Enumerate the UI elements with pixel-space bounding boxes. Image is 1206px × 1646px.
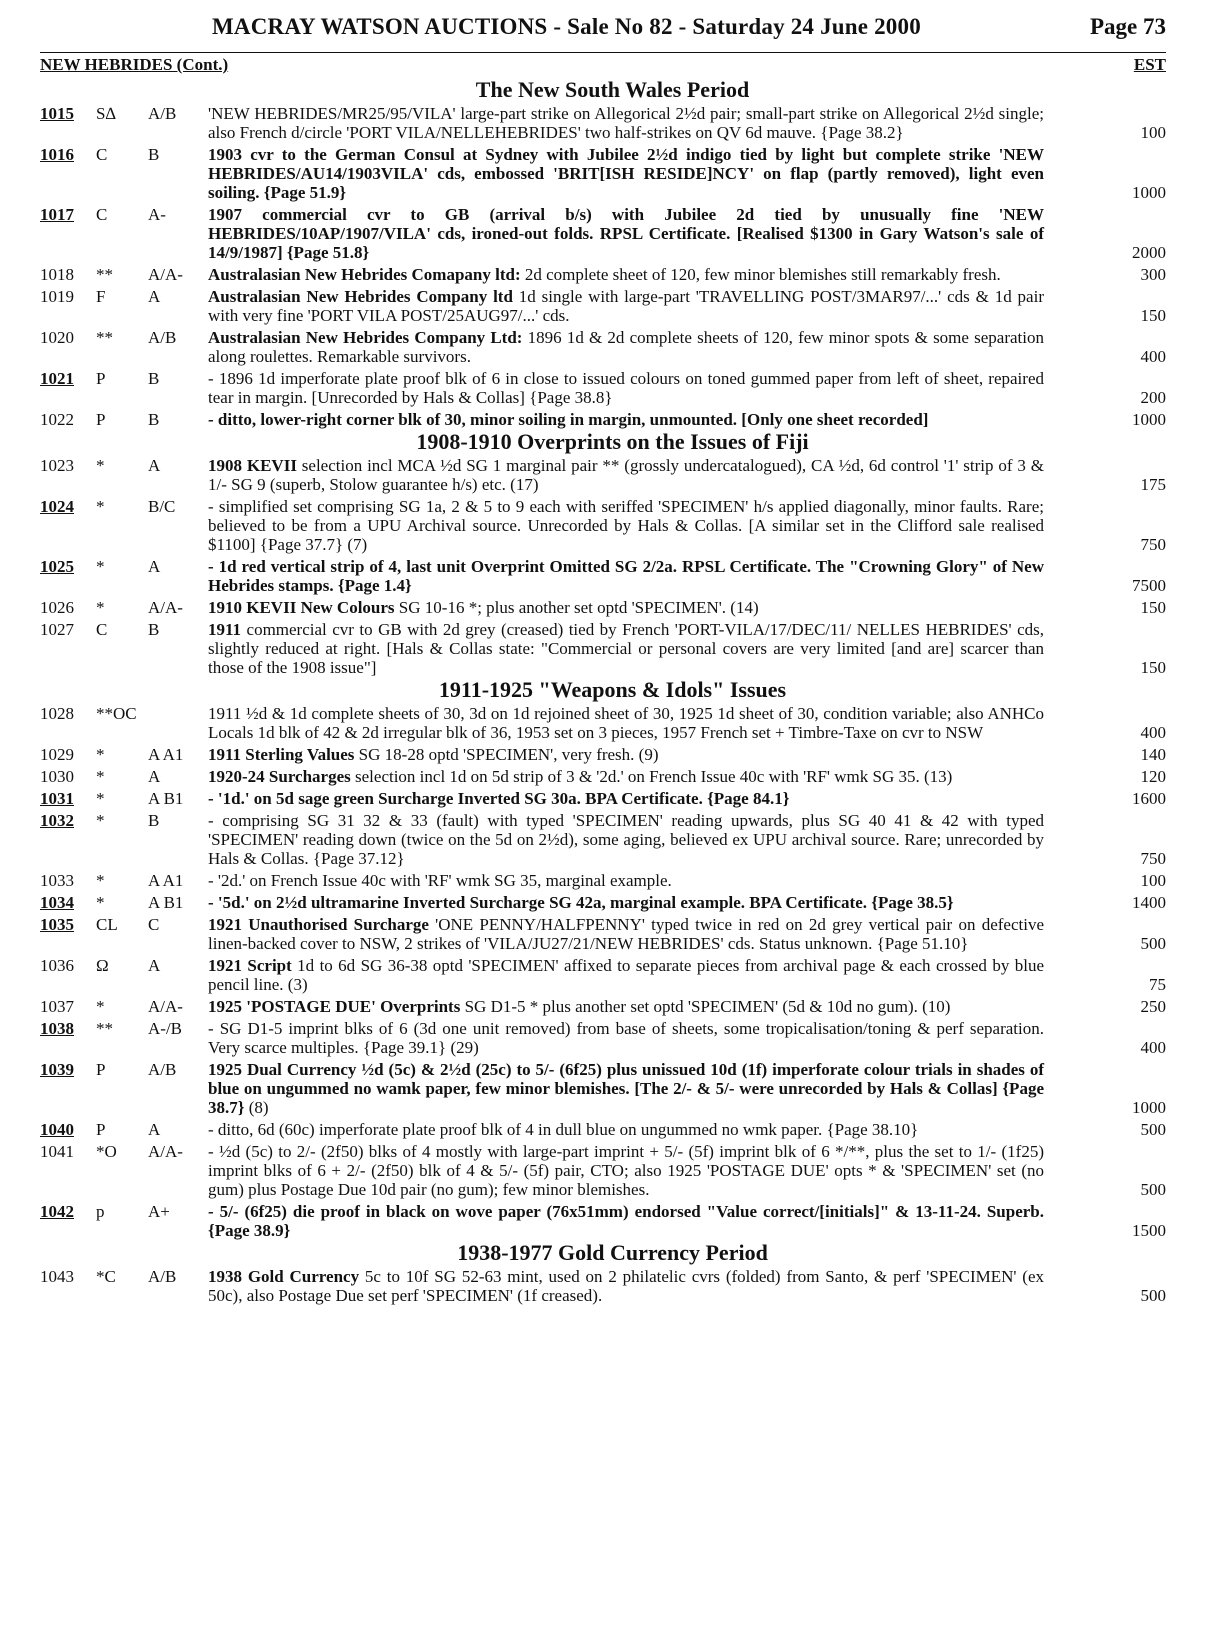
lot-estimate: 250 [1140,997,1166,1016]
lot-number: 1027 [40,620,74,639]
lot-grade: A/A- [148,265,183,284]
lot-number: 1020 [40,328,74,347]
lot-estimate: 100 [1140,871,1166,890]
lot-grade: A/A- [148,1142,183,1161]
lot-lead-text: 1908 KEVII [208,456,297,475]
lot-condition: * [96,745,105,764]
lot-number: 1041 [40,1142,74,1161]
lot-row [40,767,1166,786]
lot-description [208,104,1044,142]
lot-detail-text: (8) [244,1098,269,1117]
lot-estimate: 1500 [1132,1221,1166,1240]
lot-condition: S∆ [96,104,116,123]
lot-detail-text: - SG D1-5 imprint blks of 6 (3d one unit removed) from base of sheets, some tropicalisation/toning & perf separation. Very scarce multiples. {Page 39.1} (29) [208,1019,1044,1057]
lot-detail-text: - comprising SG 31 32 & 33 (fault) with typed 'SPECIMEN' reading upwards, plus SG 40 41 & 42 with typed 'SPECIMEN' reading down (twice on the 5d on 2½d), some aging, believed ex UPU archival source. Rare; unrecorded by Hals & Collas. {Page 37.12} [208,811,1044,868]
lot-estimate: 100 [1140,123,1166,142]
lot-detail-text: 2d complete sheet of 120, few minor blemishes still remarkably fresh. [520,265,1001,284]
lot-estimate: 150 [1140,598,1166,617]
lot-grade: A+ [148,1202,170,1221]
lot-detail-text: - '2d.' on French Issue 40c with 'RF' wmk SG 35, marginal example. [208,871,672,890]
lot-estimate: 1000 [1132,410,1166,429]
catalogue-page [40,14,1166,1305]
lot-number: 1018 [40,265,74,284]
lot-condition: C [96,145,108,164]
lot-estimate: 140 [1140,745,1166,764]
lot-description [208,620,1044,677]
lot-lead-text: 1903 cvr to the German Consul at Sydney with Jubilee 2½d indigo tied by light but complete strike 'NEW HEBRIDES/AU14/1903VILA' cds, embossed 'BRIT[ISH RESIDE]NCY' on flap (partly removed), light even soiling. {Page 51.9} [208,145,1044,202]
lot-lead-text: - 5/- (6f25) die proof in black on wove paper (76x51mm) endorsed "Value correct/[initials]" & 13-11-24. Superb. {Page 38.9} [208,1202,1044,1240]
lot-estimate: 7500 [1132,576,1166,595]
lot-condition: p [96,1202,105,1221]
lot-grade: A A1 [148,745,184,764]
lot-detail-text: - simplified set comprising SG 1a, 2 & 5 to 9 each with seriffed 'SPECIMEN' h/s applied diagonally, minor faults. Rare; believed to be from a UPU Archival source. Unrecorded by Hals & Collas. [A similar set in the Clifford sale realised $1100] {Page 37.7} (7) [208,497,1044,554]
lot-grade: A A1 [148,871,184,890]
lot-listing [40,79,1166,1305]
lot-number: 1026 [40,598,74,617]
lot-condition: ** [96,328,113,347]
lot-grade: A/B [148,104,177,123]
lot-detail-text: 1d single with large-part 'TRAVELLING POST/3MAR97/...' cds & 1d pair with very fine 'PORT VILA POST/25AUG97/...' cds. [208,287,1044,325]
lot-description [208,1202,1044,1240]
lot-row [40,1202,1166,1240]
lot-row [40,328,1166,366]
section-heading: 1938-1977 Gold Currency Period [457,1240,768,1265]
lot-condition: * [96,811,105,830]
lot-number[interactable]: 1039 [40,1060,74,1079]
lot-row [40,287,1166,325]
lot-number[interactable]: 1034 [40,893,74,912]
lot-grade: A [148,956,161,975]
lot-condition: * [96,557,105,576]
lot-condition: P [96,369,106,388]
lot-description [208,811,1044,868]
lot-condition: * [96,997,105,1016]
lot-condition: CL [96,915,118,934]
lot-detail-text: selection incl 1d on 5d strip of 3 & '2d.' on French Issue 40c with 'RF' wmk SG 35. (13) [350,767,953,786]
lot-description [208,915,1044,953]
lot-number[interactable]: 1035 [40,915,74,934]
lot-lead-text: 1938 Gold Currency [208,1267,360,1286]
lot-condition: ** [96,1019,113,1038]
lot-lead-text: Australasian New Hebrides Company Ltd: [208,328,523,347]
lot-grade: B/C [148,497,176,516]
lot-number[interactable]: 1016 [40,145,74,164]
lot-condition: * [96,456,105,475]
lot-estimate: 750 [1140,535,1166,554]
lot-row [40,915,1166,953]
lot-row [40,871,1166,890]
lot-lead-text: - ditto, lower-right corner blk of 30, minor soiling in margin, unmounted. [Only one sheet recorded] [208,410,929,429]
lot-estimate: 1000 [1132,1098,1166,1117]
lot-grade: A [148,1120,161,1139]
lot-condition: P [96,1120,106,1139]
lot-grade: A/A- [148,598,183,617]
lot-description [208,456,1044,494]
lot-grade: B [148,620,160,639]
lot-description [208,1019,1044,1057]
lot-description [208,767,1044,786]
lot-grade: A/B [148,1060,177,1079]
lot-estimate: 1400 [1132,893,1166,912]
lot-estimate: 175 [1140,475,1166,494]
lot-estimate: 300 [1140,265,1166,284]
lot-number: 1036 [40,956,74,975]
lot-estimate: 1600 [1132,789,1166,808]
lot-grade: B [148,811,160,830]
lot-description [208,997,1044,1016]
lot-lead-text: 1925 'POSTAGE DUE' Overprints [208,997,461,1016]
lot-grade: A/B [148,1267,177,1286]
lot-condition: * [96,497,105,516]
lot-lead-text: Australasian New Hebrides Comapany ltd: [208,265,521,284]
lot-number: 1030 [40,767,74,786]
lot-number: 1022 [40,410,74,429]
lot-lead-text: 1910 KEVII New Colours [208,598,395,617]
lot-description [208,557,1044,595]
lot-row [40,1060,1166,1117]
lot-row [40,789,1166,808]
lot-condition: P [96,410,106,429]
lot-lead-text: Australasian New Hebrides Company ltd [208,287,513,306]
lot-description [208,205,1044,262]
lot-grade: A [148,456,161,475]
lot-row [40,745,1166,764]
lot-description [208,789,1044,808]
lot-description [208,328,1044,366]
lot-detail-text: - 1896 1d imperforate plate proof blk of 6 in close to issued colours on toned gummed paper from left of sheet, repaired tear in margin. [Unrecorded by Hals & Collas] {Page 38.8} [208,369,1044,407]
lot-description [208,1060,1044,1117]
lot-detail-text: - ½d (5c) to 2/- (2f50) blks of 4 mostly with large-part imprint + 5/- (5f) imprint blk of 6 */**, plus the set to 1/- (1f25) imprint blks of 6 + 2/- (2f50) blk of 4 & 5/- (5f) pair, CTO; also 1925 'POSTAGE DUE' opts * & 'SPECIMEN' set (no gum) plus Postage Due 10d pair (no gum); few minor blemishes. [208,1142,1044,1199]
lot-description [208,1120,1044,1139]
lot-condition: * [96,789,105,808]
lot-number[interactable]: 1031 [40,789,74,808]
lot-description [208,1267,1044,1305]
lot-grade: A [148,557,161,576]
lot-grade: C [148,915,160,934]
lot-grade [148,704,208,742]
lot-row [40,369,1166,407]
lot-row [40,410,1166,429]
lot-condition: * [96,871,105,890]
lot-estimate: 500 [1140,934,1166,953]
lot-estimate: 150 [1140,658,1166,677]
lot-description [208,1142,1044,1199]
section-heading: 1908-1910 Overprints on the Issues of Fiji [416,429,809,454]
lot-detail-text: 'NEW HEBRIDES/MR25/95/VILA' large-part strike on Allegorical 2½d pair; small-part strike on Allegorical 2½d single; also French d/circle 'PORT VILA/NELLEHEBRIDES' two half-strikes on QV 6d mauve. {Page 38.2} [208,104,1044,142]
lot-description [208,145,1044,202]
lot-description [208,704,1044,742]
lot-number[interactable]: 1017 [40,205,74,224]
lot-detail-text: SG 18-28 optd 'SPECIMEN', very fresh. (9) [354,745,659,764]
lot-lead-text: 1920-24 Surcharges [208,767,351,786]
lot-number: 1028 [40,704,74,723]
lot-condition: P [96,1060,106,1079]
lot-row [40,1120,1166,1139]
lot-lead-text: 1925 Dual Currency ½d (5c) & 2½d (25c) to 5/- (6f25) plus unissued 10d (1f) imperforate colour trials in shades of blue on ungummed no wamk paper, few minor blemishes. [The 2/- & 5/- were unrecorded by Hals & Collas] {Page 38.7} [208,1060,1044,1117]
lot-lead-text: 1921 Script [208,956,292,975]
lot-detail-text: 1d to 6d SG 36-38 optd 'SPECIMEN' affixed to separate pieces from archival page & each crossed by blue pencil line. (3) [208,956,1044,994]
lot-description [208,265,1044,284]
lot-number[interactable]: 1032 [40,811,74,830]
lot-row [40,104,1166,142]
lot-condition: *C [96,1267,116,1286]
lot-condition: F [96,287,106,306]
lot-number: 1043 [40,1267,74,1286]
lot-number[interactable]: 1040 [40,1120,74,1139]
lot-condition: * [96,767,105,786]
lot-grade: A-/B [148,1019,182,1038]
lot-row [40,956,1166,994]
estimate-column-label: EST [1133,55,1166,74]
lot-row [40,1267,1166,1305]
lot-description [208,598,1044,617]
lot-condition: **OC [96,704,137,723]
lot-grade: B [148,145,160,164]
lot-description [208,893,1044,912]
lot-number: 1029 [40,745,74,764]
lot-estimate: 750 [1140,849,1166,868]
lot-lead-text: 1911 Sterling Values [208,745,355,764]
page-title: MACRAY WATSON AUCTIONS - Sale No 82 - Saturday 24 June 2000 [212,14,921,39]
lot-description [208,497,1044,554]
lot-description [208,410,1044,429]
lot-row [40,811,1166,868]
lot-condition: C [96,205,108,224]
lot-number[interactable]: 1021 [40,369,74,388]
lot-row [40,1142,1166,1199]
lot-grade: B [148,410,160,429]
lot-number: 1037 [40,997,74,1016]
lot-grade: A/A- [148,997,183,1016]
lot-lead-text: 1921 Unauthorised Surcharge [208,915,429,934]
section-header [40,52,1166,77]
lot-row [40,145,1166,202]
lot-description [208,871,1044,890]
lot-condition: *O [96,1142,117,1161]
lot-grade: A B1 [148,893,184,912]
lot-description [208,956,1044,994]
lot-description [208,369,1044,407]
lot-detail-text: SG 10-16 *; plus another set optd 'SPECIMEN'. (14) [394,598,759,617]
lot-estimate: 1000 [1132,183,1166,202]
lot-detail-text: selection incl MCA ½d SG 1 marginal pair ** (grossly undercatalogued), CA ½d, 6d control '1' strip of 3 & 1/- SG 9 (superb, Stolow guarantee h/s) etc. (17) [208,456,1044,494]
section-heading: The New South Wales Period [475,77,750,102]
lot-condition: ** [96,265,113,284]
lot-grade: A/B [148,328,177,347]
lot-row [40,997,1166,1016]
lot-estimate: 200 [1140,388,1166,407]
lot-description [208,745,1044,764]
lot-row [40,205,1166,262]
page-number: Page 73 [1089,14,1166,39]
lot-estimate: 75 [1149,975,1166,994]
lot-detail-text: SG D1-5 * plus another set optd 'SPECIMEN' (5d & 10d no gum). (10) [460,997,951,1016]
lot-lead-text: 1911 [208,620,242,639]
lot-number[interactable]: 1042 [40,1202,74,1221]
lot-detail-text: - ditto, 6d (60c) imperforate plate proof blk of 4 in dull blue on ungummed no wmk paper. {Page 38.10} [208,1120,919,1139]
lot-row [40,456,1166,494]
lot-grade: A [148,287,161,306]
lot-number[interactable]: 1025 [40,557,74,576]
lot-condition: * [96,893,105,912]
lot-grade: B [148,369,160,388]
lot-estimate: 120 [1140,767,1166,786]
lot-number: 1019 [40,287,74,306]
lot-row [40,704,1166,742]
lot-row [40,1019,1166,1057]
lot-row [40,598,1166,617]
lot-estimate: 400 [1140,347,1166,366]
lot-grade: A [148,767,161,786]
lot-detail-text: commercial cvr to GB with 2d grey (creased) tied by French 'PORT-VILA/17/DEC/11/ NELLES HEBRIDES' cds, slightly reduced at right. [Hals & Collas state: "Commercial or personal covers are very limited [and are] scarcer than those of the 1908 issue"] [208,620,1044,677]
lot-condition: Ω [96,956,109,975]
lot-row [40,893,1166,912]
lot-detail-text: 1896 1d & 2d complete sheets of 120, few minor spots & some separation along roulettes. Remarkable survivors. [208,328,1044,366]
lot-grade: A B1 [148,789,184,808]
lot-estimate: 2000 [1132,243,1166,262]
lot-detail-text: 1911 ½d & 1d complete sheets of 30, 3d on 1d rejoined sheet of 30, 1925 1d sheet of 30, condition variable; also ANHCo Locals 1d blk of 42 & 2d irregular blk of 36, 1953 set on 3 pieces, 1957 French set + Timbre-Taxe on cvr to NSW [208,704,1044,742]
lot-lead-text: 1907 commercial cvr to GB (arrival b/s) with Jubilee 2d tied by unusually fine 'NEW HEBRIDES/10AP/1907/VILA' cds, ironed-out folds. RPSL Certificate. [Realised $1300 in Gary Watson's sale of 14/9/1987] {Page 51.8} [208,205,1044,262]
lot-description [208,287,1044,325]
lot-estimate: 500 [1140,1286,1166,1305]
lot-row [40,620,1166,677]
lot-estimate: 500 [1140,1180,1166,1199]
lot-detail-text: 5c to 10f SG 52-63 mint, used on 2 philatelic cvrs (folded) from Santo, & perf 'SPECIMEN' (ex 50c), also Postage Due set perf 'SPECIMEN' (1f creased). [208,1267,1044,1305]
lot-grade: A- [148,205,166,224]
lot-number[interactable]: 1038 [40,1019,74,1038]
lot-lead-text: - '5d.' on 2½d ultramarine Inverted Surcharge SG 42a, marginal example. BPA Certificate. {Page 38.5} [208,893,954,912]
lot-condition: C [96,620,108,639]
section-heading: 1911-1925 "Weapons & Idols" Issues [438,677,787,702]
lot-row [40,497,1166,554]
lot-row [40,265,1166,284]
lot-number[interactable]: 1024 [40,497,74,516]
lot-number[interactable]: 1015 [40,104,74,123]
lot-estimate: 400 [1140,723,1166,742]
lot-lead-text: - 1d red vertical strip of 4, last unit Overprint Omitted SG 2/2a. RPSL Certificate. The "Crowning Glory" of New Hebrides stamps. {Page 1.4} [208,557,1044,595]
country-section: NEW HEBRIDES (Cont.) [40,55,229,74]
lot-estimate: 400 [1140,1038,1166,1057]
lot-number: 1023 [40,456,74,475]
lot-estimate: 500 [1140,1120,1166,1139]
lot-detail-text: 'ONE PENNY/HALFPENNY' typed twice in red on 2d grey vertical pair on defective linen-backed cover to NSW, 2 strikes of 'VILA/JU27/21/NEW HEBRIDES' cds. Status unknown. {Page 51.10} [208,915,1044,953]
page-header [40,14,1166,48]
lot-estimate: 150 [1140,306,1166,325]
lot-row [40,557,1166,595]
lot-number: 1033 [40,871,74,890]
lot-lead-text: - '1d.' on 5d sage green Surcharge Inverted SG 30a. BPA Certificate. {Page 84.1} [208,789,790,808]
lot-condition: * [96,598,105,617]
